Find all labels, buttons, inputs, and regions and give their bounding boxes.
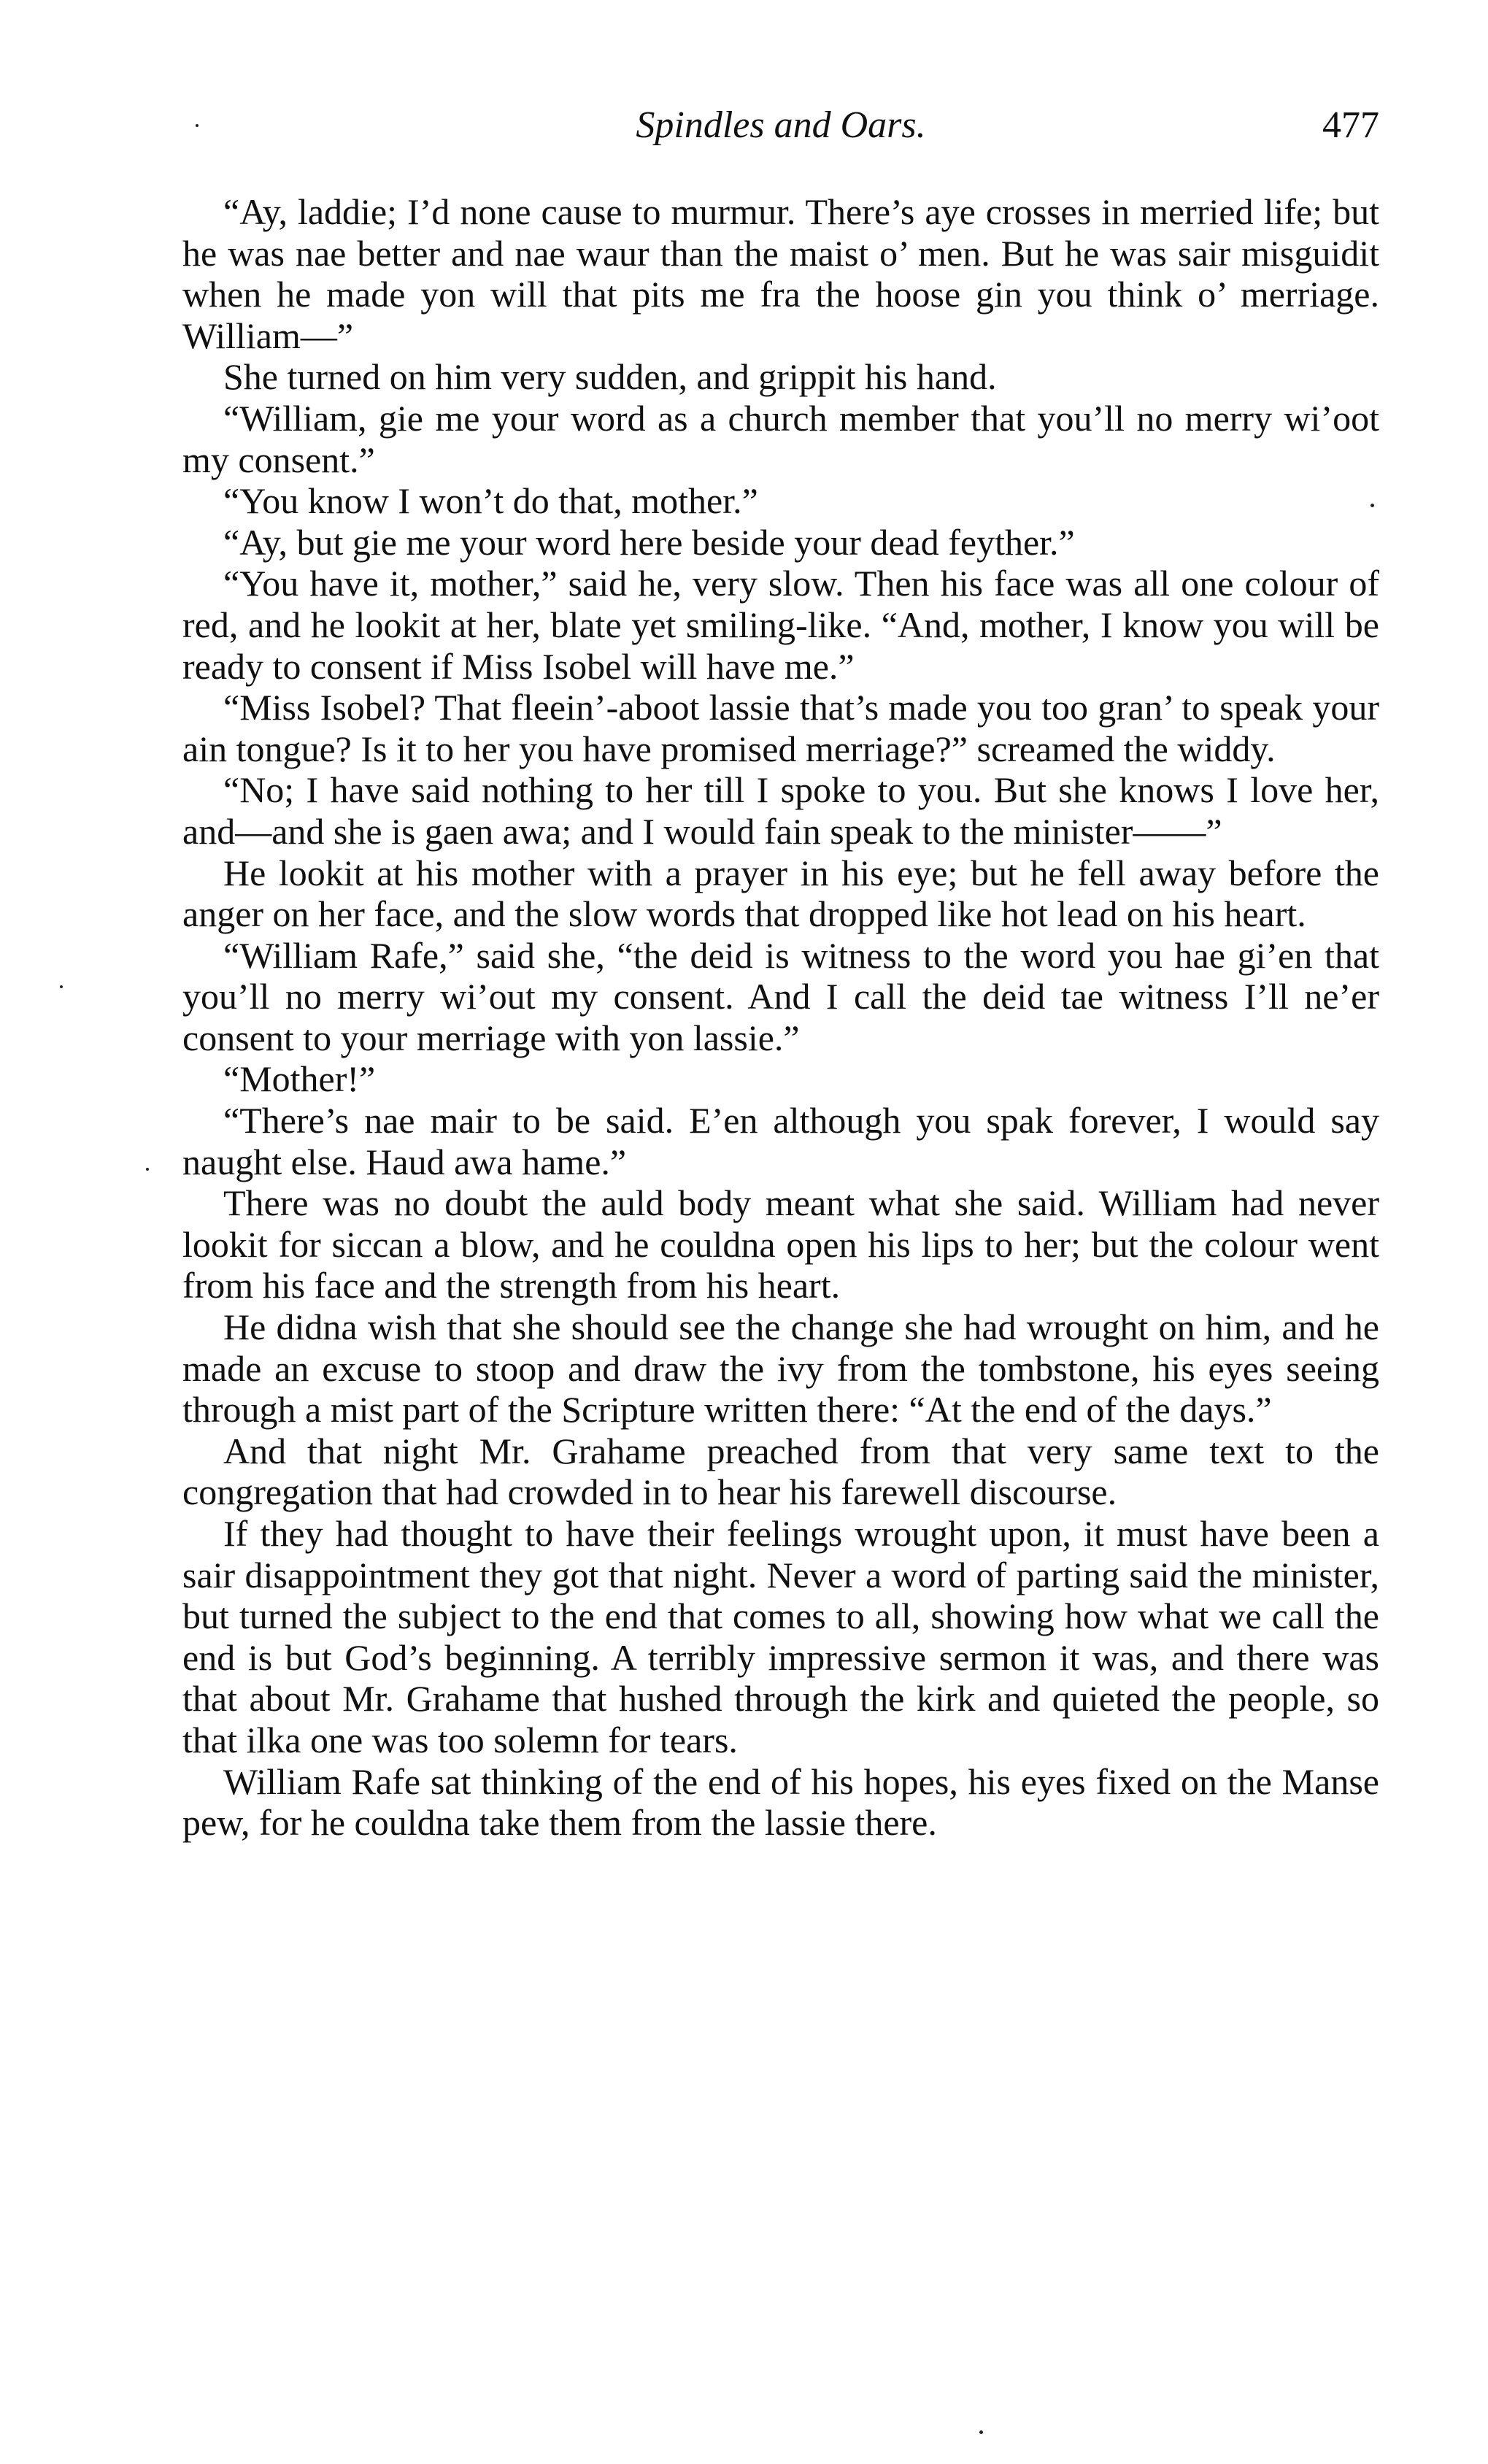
paragraph: “William Rafe,” said she, “the deid is witness to the word you hae gi’en that you’ll no merry wi’out my consent. And I call the deid tae witness I’ll ne’er consent to your merriage with yon lassie.” [182, 934, 1379, 1058]
paragraph: “You know I won’t do that, mother.” [223, 480, 758, 522]
paragraph: “Mother!” [223, 1058, 376, 1100]
paragraph: “Ay, but gie me your word here beside your dead feyther.” [223, 521, 1075, 563]
paragraph: “Ay, laddie; I’d none cause to murmur. There’s aye crosses in merried life; but he was nae better and nae waur than the maist o’ men. But he was sair misguidit when he made yon will that pits me fra the hoose gin you think o’ merriage. William—” [182, 191, 1379, 356]
print-speck [196, 124, 198, 127]
paragraph: “Miss Isobel? That fleein’-aboot lassie that’s made you too gran’ to speak your ain tongue? Is it to her you have promised merriage?” screamed the widdy. [182, 687, 1379, 769]
paragraph: And that night Mr. Grahame preached from that very same text to the congregation that had crowded in to hear his farewell discourse. [182, 1430, 1379, 1513]
paragraph: “There’s nae mair to be said. E’en although you spak forever, I would say naught else. Haud awa hame.” [182, 1100, 1379, 1182]
paragraph: “No; I have said nothing to her till I spoke to you. But she knows I love her, and—and she is gaen awa; and I would fain speak to the minister——” [182, 769, 1379, 852]
paragraph: If they had thought to have their feelings wrought upon, it must have been a sair disappointment they got that night. Never a word of parting said the minister, but turned the subject to the end that comes to all, showing how what we call the end is but God’s beginning. A terribly impressive sermon it was, and there was that about Mr. Grahame that hushed through the kirk and quieted the people, so that ilka one was too solemn for tears. [182, 1513, 1379, 1760]
body-text [182, 191, 1379, 1844]
paragraph: She turned on him very sudden, and grippit his hand. [223, 356, 997, 398]
paragraph: “William, gie me your word as a church member that you’ll no merry wi’oot my consent.” [182, 397, 1379, 480]
paragraph: He didna wish that she should see the change she had wrought on him, and he made an excuse to stoop and draw the ivy from the tombstone, his eyes seeing through a mist part of the Scripture written there: “At the end of the days.” [182, 1306, 1379, 1431]
paragraph: There was no doubt the auld body meant what she said. William had never lookit for siccan a blow, and he couldna open his lips to her; but the colour went from his face and the strength from his heart. [182, 1182, 1379, 1306]
page-number: 477 [1322, 104, 1379, 146]
print-speck [60, 985, 63, 988]
paragraph: “You have it, mother,” said he, very slow. Then his face was all one colour of red, and he lookit at her, blate yet smiling-like. “And, mother, I know you will be ready to consent if Miss Isobel will have me.” [182, 563, 1379, 687]
paragraph: William Rafe sat thinking of the end of his hopes, his eyes fixed on the Manse pew, for he couldna take them from the lassie there. [182, 1760, 1379, 1844]
running-title: Spindles and Oars. [636, 104, 926, 146]
print-speck [979, 2430, 983, 2434]
running-head [182, 102, 1379, 153]
paragraph: He lookit at his mother with a prayer in his eye; but he fell away before the anger on her face, and the slow words that dropped like hot lead on his heart. [182, 852, 1379, 935]
print-speck [146, 1168, 149, 1171]
print-speck [1371, 504, 1374, 507]
